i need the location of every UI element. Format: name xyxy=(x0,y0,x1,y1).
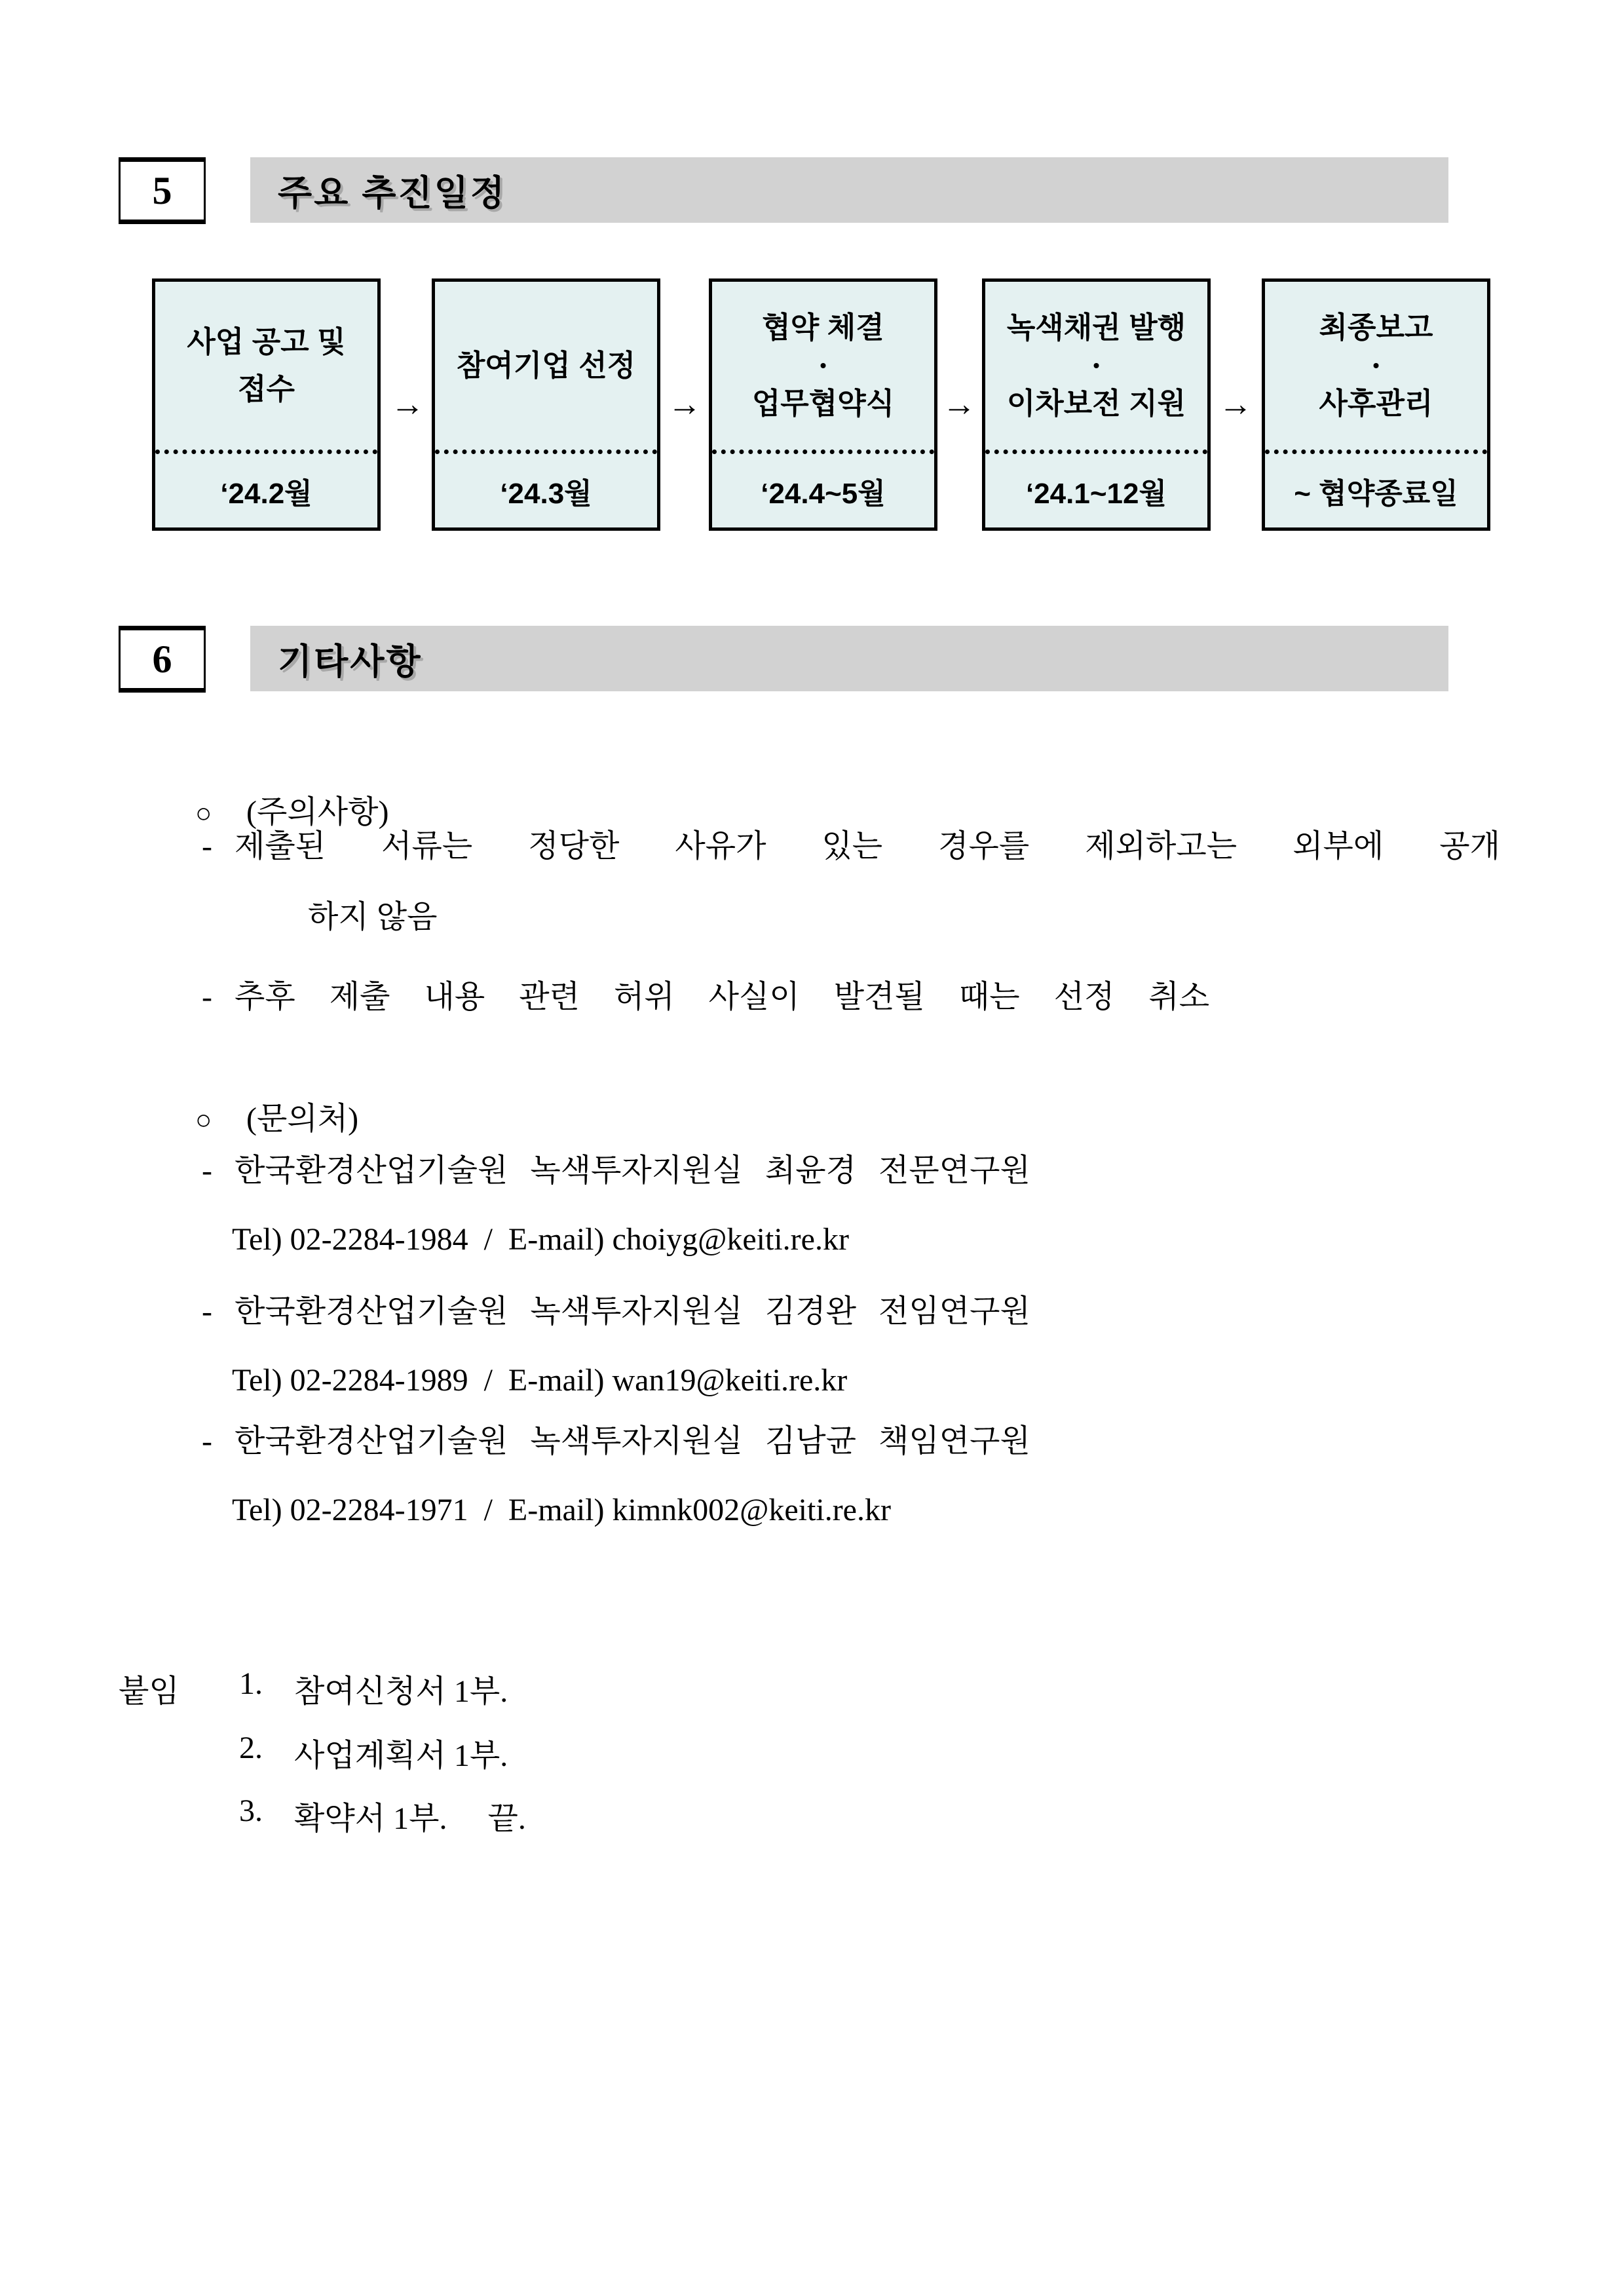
attachments-label-spacer xyxy=(119,1793,239,1838)
flow-step-5-line-1: 최종보고 xyxy=(1319,311,1433,344)
attachment-2-text: 사업계획서 1부. xyxy=(294,1738,508,1773)
right-arrow-icon: → xyxy=(668,385,702,423)
contact-person-3-tel: Tel) 02-2284-1971 / E-mail) kimnk002@keiti.re.kr xyxy=(232,1493,891,1527)
attachments-label: 붙임 xyxy=(119,1674,179,1709)
attachment-3-number: 3. xyxy=(239,1793,263,1828)
flow-step-3 xyxy=(709,278,937,531)
section-5-number: 5 xyxy=(152,168,172,212)
flow-step-5-title xyxy=(1265,282,1487,454)
section-6-title: 기타사항 xyxy=(278,641,423,681)
dash-placeholder xyxy=(202,898,235,937)
contact-person-2-tel: Tel) 02-2284-1989 / E-mail) wan19@keiti.re.kr xyxy=(232,1363,848,1398)
caution-item-1-line-2: 하지 않음 xyxy=(308,900,438,934)
contact-person-2-name: 한국환경산업기술원 녹색투자지원실 김경완 전임연구원 xyxy=(235,1294,1030,1329)
attachment-row-2 xyxy=(119,1730,508,1775)
caution-item-1-line-1: 제출된 서류는 정당한 사유가 있는 경우를 제외하고는 외부에 공개 xyxy=(235,829,1500,864)
circle-bullet-icon: ○ xyxy=(195,1105,212,1136)
circle-bullet-icon: ○ xyxy=(195,799,212,829)
section-5-title: 주요 추진일정 xyxy=(278,173,506,213)
flow-step-3-date: ‘24.4~5월 xyxy=(761,478,886,510)
attachment-3-text: 확약서 1부. xyxy=(294,1801,447,1836)
contact-person-1-name: 한국환경산업기술원 녹색투자지원실 최윤경 전문연구원 xyxy=(235,1153,1030,1188)
flow-step-4 xyxy=(982,278,1211,531)
right-arrow-icon: → xyxy=(942,385,976,423)
section-6-header xyxy=(0,626,1624,693)
caution-item-1 xyxy=(202,827,1500,866)
flow-step-2 xyxy=(432,278,660,531)
flow-step-4-title xyxy=(985,282,1207,454)
bullet-dot-icon: • xyxy=(1093,355,1100,375)
section-6-number: 6 xyxy=(152,637,172,681)
attachment-row-1 xyxy=(119,1666,508,1711)
right-arrow-icon: → xyxy=(1218,385,1253,423)
flow-step-2-date: ‘24.3월 xyxy=(500,478,592,510)
section-5-header xyxy=(0,157,1624,224)
contact-person-3-name: 한국환경산업기술원 녹색투자지원실 김남균 책임연구원 xyxy=(235,1424,1030,1459)
flow-step-2-title xyxy=(435,282,657,454)
flow-step-4-line-3: 이차보전 지원 xyxy=(1006,387,1186,420)
caution-item-1-cont xyxy=(202,898,437,937)
caution-label: (주의사항) xyxy=(246,795,389,830)
attachment-1-text: 참여신청서 1부. xyxy=(294,1674,508,1709)
dash-bullet: - xyxy=(202,1424,212,1459)
flow-step-4-line-1: 녹색채권 발행 xyxy=(1006,311,1186,344)
caution-item-2 xyxy=(202,978,1209,1017)
contact-label: (문의처) xyxy=(246,1101,359,1136)
document-end-marker: 끝. xyxy=(487,1801,526,1836)
flow-step-3-line-1: 협약 체결 xyxy=(762,311,884,344)
contact-person-2 xyxy=(202,1292,1030,1331)
attachment-2-number: 2. xyxy=(239,1731,263,1765)
section-6-number-box xyxy=(119,626,206,693)
dash-bullet: - xyxy=(202,980,212,1014)
flow-step-1-line-2: 접수 xyxy=(238,372,295,406)
dash-bullet: - xyxy=(202,829,212,864)
flow-step-5-line-3: 사후관리 xyxy=(1319,387,1433,420)
flow-step-2-line-1: 참여기업 선정 xyxy=(456,349,636,382)
section-5-title-bar xyxy=(250,157,1448,223)
attachment-1-number: 1. xyxy=(239,1666,263,1701)
flow-step-1-title xyxy=(155,282,377,454)
contact-person-1 xyxy=(202,1151,1030,1191)
dash-bullet: - xyxy=(202,1294,212,1329)
bullet-dot-icon: • xyxy=(1372,355,1380,375)
flow-step-1-line-1: 사업 공고 및 xyxy=(187,325,346,358)
dash-bullet: - xyxy=(202,1153,212,1188)
flow-step-5-date: ~ 협약종료일 xyxy=(1294,478,1458,510)
attachment-row-3 xyxy=(119,1793,526,1838)
flow-step-1-date: ‘24.2월 xyxy=(220,478,312,510)
attachments-label-spacer xyxy=(119,1730,239,1775)
contact-person-3 xyxy=(202,1422,1030,1461)
bullet-dot-icon: • xyxy=(820,355,827,375)
right-arrow-icon: → xyxy=(390,385,425,423)
flow-step-1 xyxy=(152,278,381,531)
contact-person-1-tel: Tel) 02-2284-1984 / E-mail) choiyg@keiti.re.kr xyxy=(232,1222,849,1257)
flow-step-4-date: ‘24.1~12월 xyxy=(1025,478,1167,510)
section-6-title-bar xyxy=(250,626,1448,691)
flow-step-3-title xyxy=(712,282,934,454)
flow-step-5 xyxy=(1262,278,1490,531)
section-5-number-box xyxy=(119,157,206,224)
flow-step-3-line-3: 업무협약식 xyxy=(751,387,895,420)
caution-item-2-line-1: 추후 제출 내용 관련 허위 사실이 발견될 때는 선정 취소 xyxy=(235,980,1210,1014)
